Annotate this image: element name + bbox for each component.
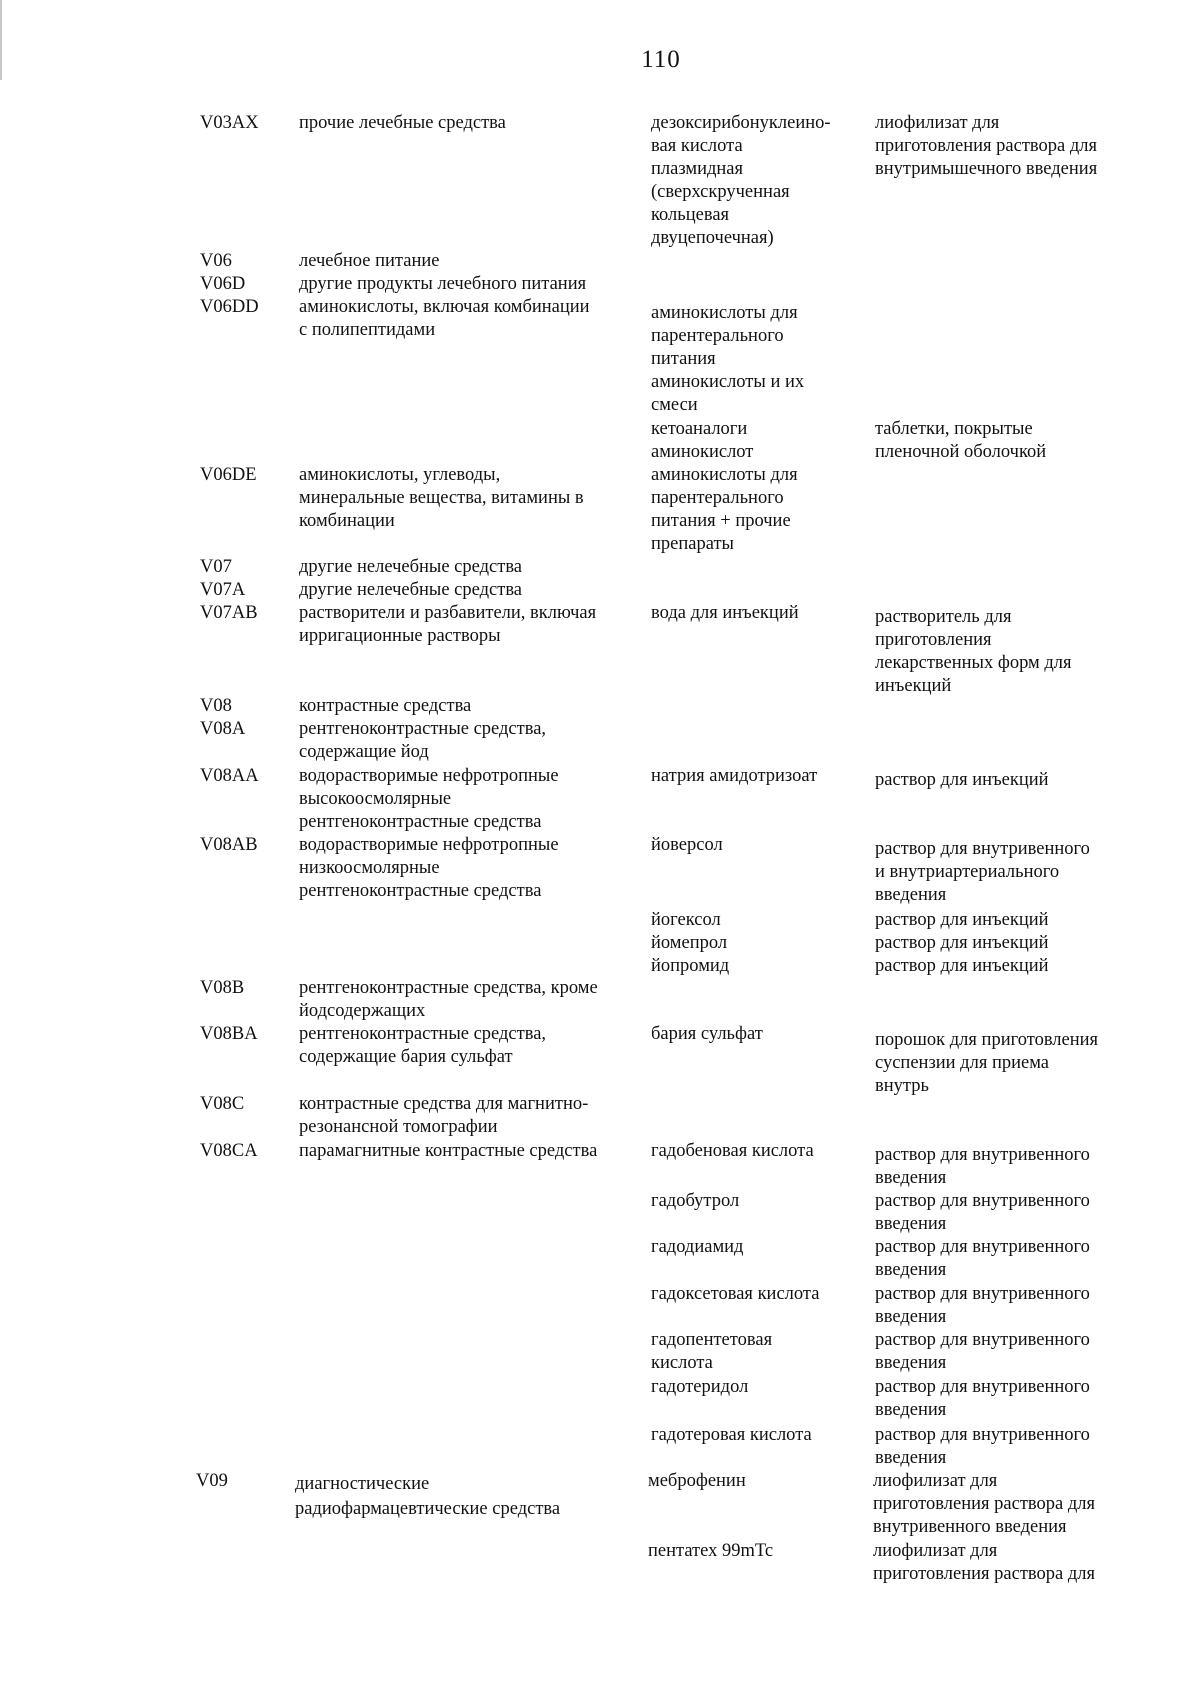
atc-code: V08AA [200,766,259,786]
group-name: рентгеноконтрастные средства, содержащие бария сульфат [299,1024,547,1067]
group-name: рентгеноконтрастные средства, кроме йодсодержащих [299,978,598,1021]
drug-name: пентатех 99mTc [648,1541,774,1561]
atc-code: V08 [200,696,232,716]
group-name: водорастворимые нефротропные низкоосмолярные рентгеноконтрастные средства [299,835,559,901]
dosage-form: раствор для внутривенного введения [875,1284,1090,1327]
drug-name: гадодиамид [651,1237,744,1257]
drug-name: гадопентетовая кислота [651,1330,773,1373]
atc-code: V08B [200,978,245,998]
atc-code: V08AB [200,835,258,855]
dosage-form: раствор для внутривенного введения [875,1145,1090,1188]
dosage-form: раствор для инъекций [875,956,1049,976]
atc-code: V06DD [200,297,259,317]
group-name: водорастворимые нефротропные высокоосмолярные рентгеноконтрастные средства [299,766,559,832]
group-name: контрастные средства для магнитно- резонансной томографии [299,1094,589,1137]
dosage-form: лиофилизат для приготовления раствора для внутривенного введения [873,1471,1095,1537]
atc-code: V06DE [200,465,257,485]
drug-name: йомепрол [651,933,728,953]
group-name: другие нелечебные средства [299,557,523,577]
group-name: аминокислоты, включая комбинации с полипептидами [299,297,590,340]
dosage-form: раствор для инъекций [875,933,1049,953]
atc-code: V06D [200,274,246,294]
dosage-form: раствор для внутривенного введения [875,1425,1090,1468]
atc-code: V06 [200,251,232,271]
atc-code: V03AX [200,113,259,133]
atc-code: V09 [196,1471,228,1491]
drug-name: йоверсол [651,835,723,855]
dosage-form: порошок для приготовления суспензии для приема внутрь [875,1030,1099,1096]
dosage-form: лиофилизат для приготовления раствора для внутримышечного введения [875,113,1098,179]
atc-code: V07 [200,557,232,577]
group-name: диагностические радиофармацевтические средства [295,1474,561,1519]
drug-name: йогексол [651,910,721,930]
dosage-form: раствор для инъекций [875,770,1049,790]
dosage-form: раствор для внутривенного введения [875,1377,1090,1420]
dosage-form: лиофилизат для приготовления раствора для [873,1541,1095,1584]
drug-name: натрия амидотризоат [651,766,818,786]
drug-name: бария сульфат [651,1024,763,1044]
group-name: прочие лечебные средства [299,113,506,133]
dosage-form: раствор для внутривенного введения [875,1191,1090,1234]
drug-name: гадобутрол [651,1191,740,1211]
group-name: контрастные средства [299,696,472,716]
group-name: парамагнитные контрастные средства [299,1141,598,1161]
dosage-form: раствор для внутривенного введения [875,1330,1090,1373]
drug-name: гадоксетовая кислота [651,1284,820,1304]
drug-name: гадобеновая кислота [651,1141,814,1161]
atc-code: V08CA [200,1141,258,1161]
dosage-form: раствор для внутривенного введения [875,1237,1090,1280]
atc-code: V07A [200,580,246,600]
drug-name: дезоксирибонуклеино- вая кислота плазмидная (сверхскрученная кольцевая двуцепочечная) [651,113,831,248]
dosage-form: таблетки, покрытые пленочной оболочкой [875,419,1047,462]
drug-name: меброфенин [648,1471,746,1491]
atc-code: V07AB [200,603,258,623]
drug-name: гадотеровая кислота [651,1425,812,1445]
group-name: другие нелечебные средства [299,580,523,600]
drug-name: йопромид [651,956,730,976]
drug-name: аминокислоты и их смеси [651,372,805,415]
atc-code: V08C [200,1094,245,1114]
atc-code: V08BA [200,1024,258,1044]
dosage-form: раствор для внутривенного и внутриартериального введения [875,839,1090,905]
group-name: рентгеноконтрастные средства, содержащие йод [299,719,547,762]
group-name: аминокислоты, углеводы, минеральные вещества, витамины в комбинации [299,465,584,531]
drug-name: вода для инъекций [651,603,799,623]
drug-name: гадотеридол [651,1377,749,1397]
drug-name: аминокислоты для парентерального питания + прочие препараты [651,465,798,554]
atc-code: V08A [200,719,246,739]
drug-name: кетоаналоги аминокислот [651,419,754,462]
page-number: 110 [641,46,681,73]
group-name: другие продукты лечебного питания [299,274,587,294]
group-name: лечебное питание [299,251,440,271]
dosage-form: растворитель для приготовления лекарственных форм для инъекций [875,607,1072,696]
dosage-form: раствор для инъекций [875,910,1049,930]
group-name: растворители и разбавители, включая ирригационные растворы [299,603,597,646]
drug-name: аминокислоты для парентерального питания [651,303,798,369]
